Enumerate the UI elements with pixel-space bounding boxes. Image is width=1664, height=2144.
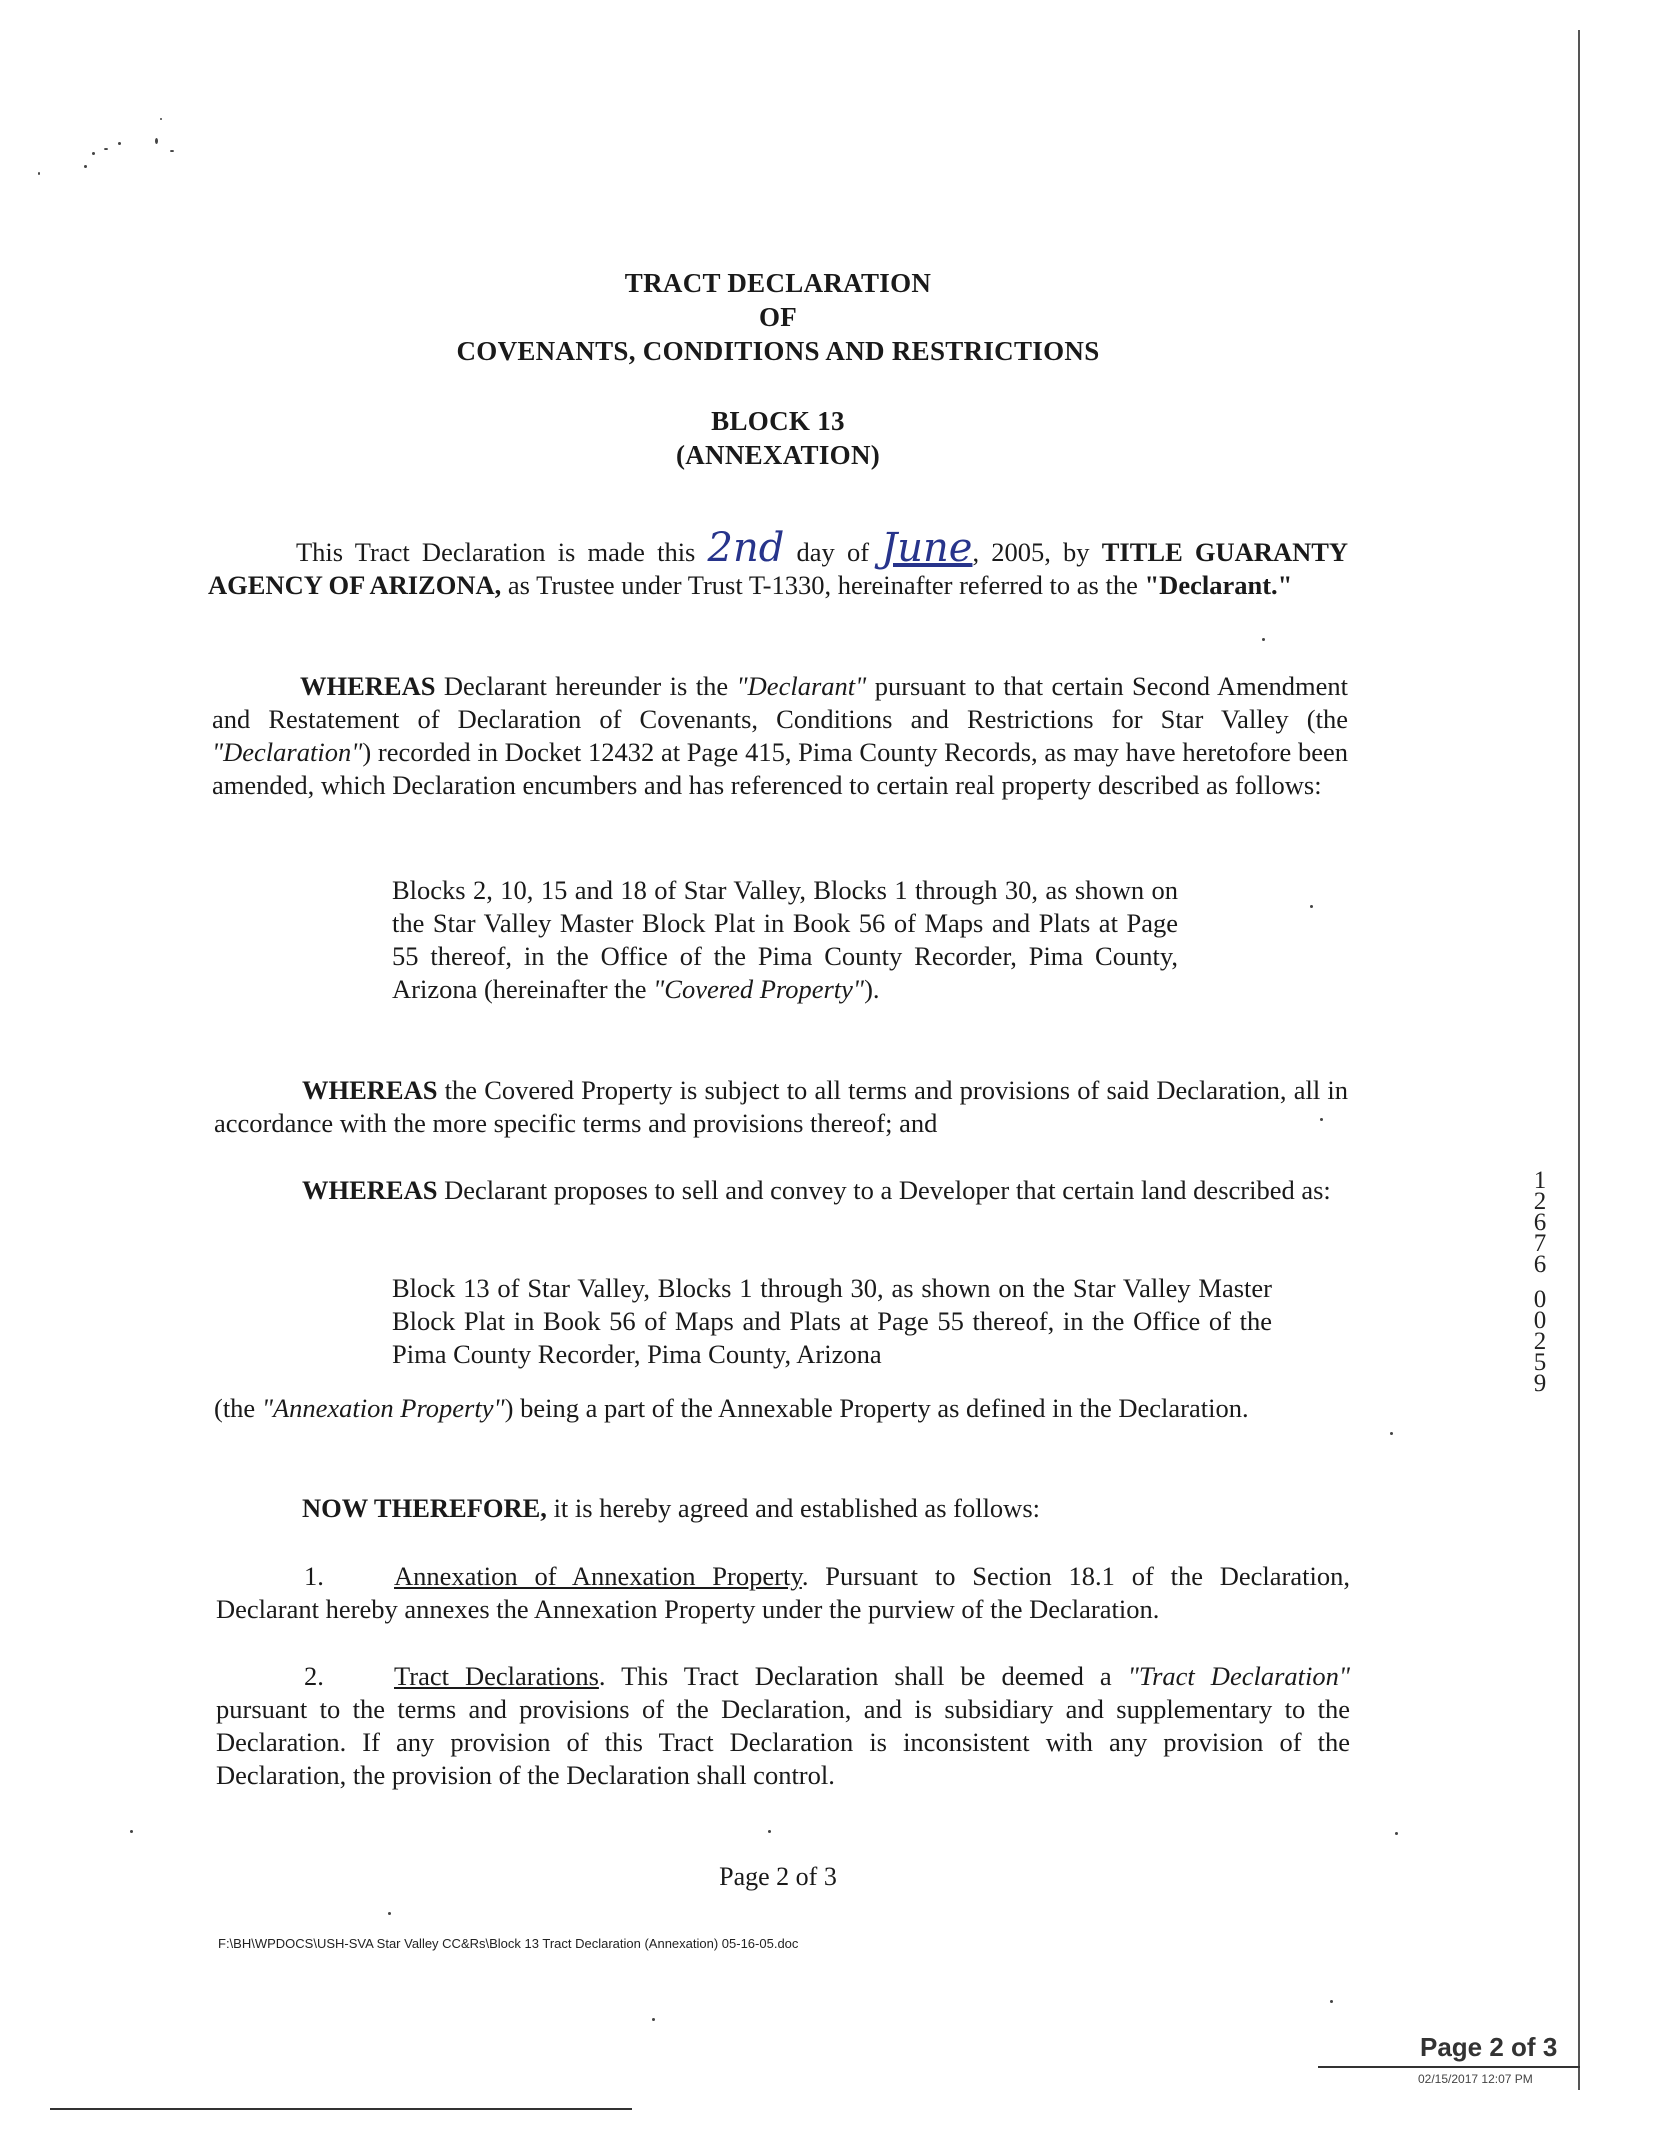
whereas-text: Declarant hereunder is the [443, 671, 729, 701]
scan-speck [1395, 1832, 1398, 1835]
whereas-paragraph-3 [214, 1174, 1348, 1207]
section-heading: Annexation of Annexation Property [394, 1561, 802, 1591]
scan-speck [84, 165, 87, 168]
scan-speck [118, 142, 121, 145]
stamp-digit: 0 [1533, 1307, 1547, 1334]
defined-term: "Tract Declaration" [1127, 1661, 1350, 1691]
defined-term: "Annexation Property" [261, 1393, 505, 1423]
intro-text: , 2005, by [972, 537, 1090, 567]
scan-speck [1262, 638, 1265, 641]
whereas-text: ) recorded in Docket 12432 at Page 415, Pima County Records, as may have heretofore been amended, which Declaration encumbers and has referenced to certain real property described as follows: [212, 737, 1348, 800]
definition-text: (the [214, 1393, 256, 1423]
scan-speck [1310, 905, 1313, 908]
covered-property-description [392, 874, 1178, 1006]
doc-title-annexation: (ANNEXATION) [675, 440, 881, 470]
whereas-text: Declarant proposes to sell and convey to a Developer that certain land described as: [444, 1175, 1331, 1205]
intro-paragraph [208, 525, 1349, 602]
stamp-digit: 2 [1533, 1188, 1547, 1215]
whereas-text: the Covered Property is subject to all terms and provisions of said Declaration, all in accordance with the more specific terms and provisions thereof; and [214, 1075, 1349, 1138]
stamp-digit: 6 [1533, 1209, 1547, 1236]
defined-term: "Declarant" [736, 671, 867, 701]
whereas-label: WHEREAS [300, 671, 436, 701]
legal-description: Blocks 2, 10, 15 and 18 of Star Valley, Blocks 1 through 30, as shown on the Star Valley Master Block Plat in Book 56 of Maps and Plats at Page 55 thereof, in the Office of the Pima County Recorder, Pima County, Arizona (hereinafter the [392, 875, 1178, 1004]
stamp-digit: 0 [1533, 1286, 1547, 1313]
scan-speck [768, 1830, 771, 1833]
bottom-rule [50, 2108, 632, 2110]
recording-stamp [1525, 1167, 1555, 1397]
legal-description: Block 13 of Star Valley, Blocks 1 through 30, as shown on the Star Valley Master Block Plat in Book 56 of Maps and Plats at Page 55 thereof, in the Office of the Pima County Recorder, Pima County, Arizona [392, 1273, 1272, 1369]
section-heading: Tract Declarations [394, 1661, 599, 1691]
section-number: 1. [304, 1561, 324, 1591]
whereas-text: pursuant to that certain Second Amendment and Restatement of Declaration of Covenants, Conditions and Restrictions for Star Valley (the [212, 671, 1349, 734]
scan-speck [92, 152, 95, 155]
scan-speck [652, 2018, 655, 2021]
definition-text: ) being a part of the Annexable Property as defined in the Declaration. [504, 1393, 1249, 1423]
scan-speck [160, 118, 162, 120]
page-number: Page 2 of 3 [719, 1862, 837, 1891]
stamp-digit: 7 [1533, 1230, 1547, 1257]
whereas-label: WHEREAS [302, 1075, 438, 1105]
scan-speck [130, 1830, 133, 1833]
doc-title-line1: TRACT DECLARATION [624, 268, 932, 298]
file-path: F:\BH\WPDOCS\USH-SVA Star Valley CC&Rs\Block 13 Tract Declaration (Annexation) 05-16-05.doc [218, 1936, 799, 1951]
intro-text: This Tract Declaration is made this [296, 537, 696, 567]
scan-speck [1330, 2000, 1333, 2003]
now-therefore-paragraph [214, 1492, 1348, 1525]
whereas-paragraph-2 [214, 1074, 1348, 1140]
scan-speck [104, 148, 108, 150]
scan-edge-line [1578, 30, 1580, 2090]
now-therefore-text: it is hereby agreed and established as follows: [553, 1493, 1040, 1523]
declarant-term: "Declarant." [1144, 570, 1293, 600]
handwritten-month: June [881, 525, 973, 571]
annexation-land-description [392, 1272, 1272, 1371]
stamp-digit: 1 [1533, 1167, 1547, 1194]
scan-speck [170, 150, 174, 152]
now-therefore-label: NOW THEREFORE, [302, 1493, 547, 1523]
scanner-page-footer: Page 2 of 3 [1420, 2032, 1558, 2062]
intro-text: as Trustee under Trust T-1330, hereinafter referred to as the [507, 570, 1138, 600]
defined-term: "Covered Property" [653, 974, 865, 1004]
doc-title-line2: OF [758, 302, 798, 332]
stamp-digit: 6 [1533, 1251, 1547, 1278]
doc-title-block: BLOCK 13 [711, 406, 845, 436]
whereas-label: WHEREAS [302, 1175, 438, 1205]
section-number: 2. [304, 1661, 324, 1691]
doc-title-line3: COVENANTS, CONDITIONS AND RESTRICTIONS [456, 336, 1100, 366]
scan-speck [1390, 1432, 1393, 1435]
section-text: pursuant to the terms and provisions of the Declaration, and is subsidiary and supplementary to the Declaration. If any provision of this Tract Declaration is inconsistent with any provision of the Declaration, the provision of the Declaration shall control. [216, 1694, 1350, 1790]
intro-text: day of [796, 537, 870, 567]
legal-description: ). [864, 974, 880, 1004]
stamp-digit: 9 [1533, 1370, 1547, 1397]
section-text: . Pursuant to Section 18.1 of the Declaration, Declarant hereby annexes the Annexation Property under the purview of the Declaration. [216, 1561, 1350, 1624]
scanner-timestamp: 02/15/2017 12:07 PM [1418, 2072, 1533, 2086]
declarant-entity: TITLE GUARANTY AGENCY OF ARIZONA, [208, 537, 1349, 600]
scan-speck [38, 172, 40, 175]
section-text: . This Tract Declaration shall be deemed a [598, 1661, 1112, 1691]
footer-underline [1318, 2066, 1580, 2068]
handwritten-day: 2nd [707, 525, 785, 571]
annexation-definition [214, 1392, 1348, 1425]
stamp-digit: 2 [1533, 1328, 1547, 1355]
stamp-digit: 5 [1533, 1349, 1547, 1376]
section-2 [216, 1660, 1350, 1792]
scan-speck [155, 138, 158, 144]
scan-speck [388, 1912, 391, 1915]
section-1 [216, 1560, 1350, 1626]
whereas-paragraph-1 [212, 670, 1348, 802]
defined-term: "Declaration" [212, 737, 363, 767]
